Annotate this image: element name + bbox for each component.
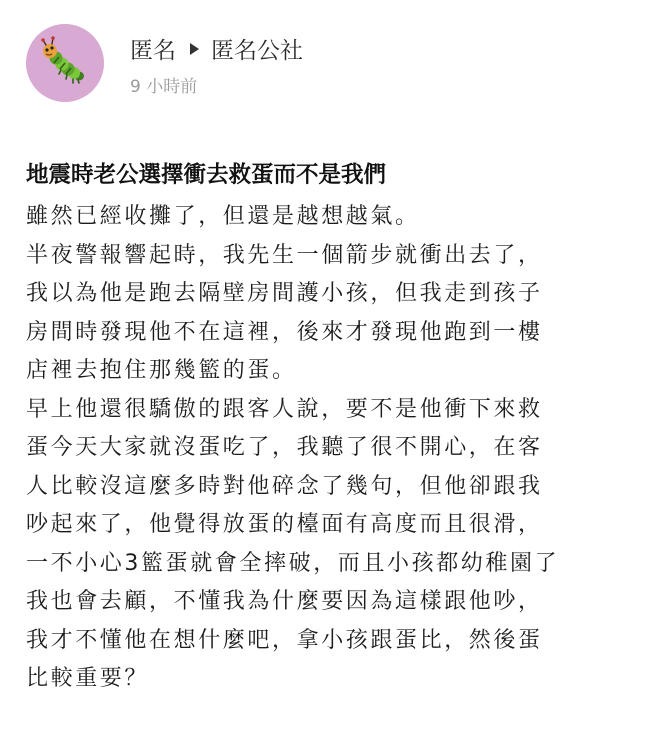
body-line: 我也會去顧，不懂我為什麼要因為這樣跟他吵， bbox=[26, 589, 543, 614]
author-avatar[interactable] bbox=[26, 24, 104, 102]
body-line: 我以為他是跑去隔壁房間護小孩，但我走到孩子 bbox=[26, 281, 543, 306]
board-name[interactable]: 匿名公社 bbox=[211, 38, 303, 64]
author-line bbox=[130, 32, 303, 65]
body-line: 蛋今天大家就沒蛋吃了，我聽了很不開心，在客 bbox=[26, 435, 543, 460]
post-timestamp: 9 小時前 bbox=[130, 77, 198, 97]
post-body bbox=[26, 198, 646, 699]
caterpillar-icon bbox=[26, 24, 104, 102]
post-title: 地震時老公選擇衝去救蛋而不是我們 bbox=[26, 162, 387, 188]
body-line: 店裡去抱住那幾籃的蛋。 bbox=[26, 358, 297, 383]
body-line: 比較重要？ bbox=[26, 666, 150, 691]
body-line: 一不小心3籃蛋就會全摔破，而且小孩都幼稚園了 bbox=[26, 550, 560, 576]
author-name[interactable]: 匿名 bbox=[130, 38, 176, 64]
body-line: 人比較沒這麼多時對他碎念了幾句，但他卻跟我 bbox=[26, 473, 543, 499]
body-line: 我才不懂他在想什麼吧，拿小孩跟蛋比，然後蛋 bbox=[26, 627, 543, 653]
post-header bbox=[26, 24, 636, 104]
triangle-right-icon bbox=[190, 43, 199, 55]
body-line: 早上他還很驕傲的跟客人說，要不是他衝下來救 bbox=[26, 396, 543, 422]
body-line: 雖然已經收攤了，但還是越想越氣。 bbox=[26, 204, 420, 229]
body-line: 半夜警報響起時，我先生一個箭步就衝出去了， bbox=[26, 242, 543, 268]
body-line: 吵起來了，他覺得放蛋的檯面有高度而且很滑， bbox=[26, 512, 543, 537]
body-line: 房間時發現他不在這裡，後來才發現他跑到一樓 bbox=[26, 319, 543, 345]
